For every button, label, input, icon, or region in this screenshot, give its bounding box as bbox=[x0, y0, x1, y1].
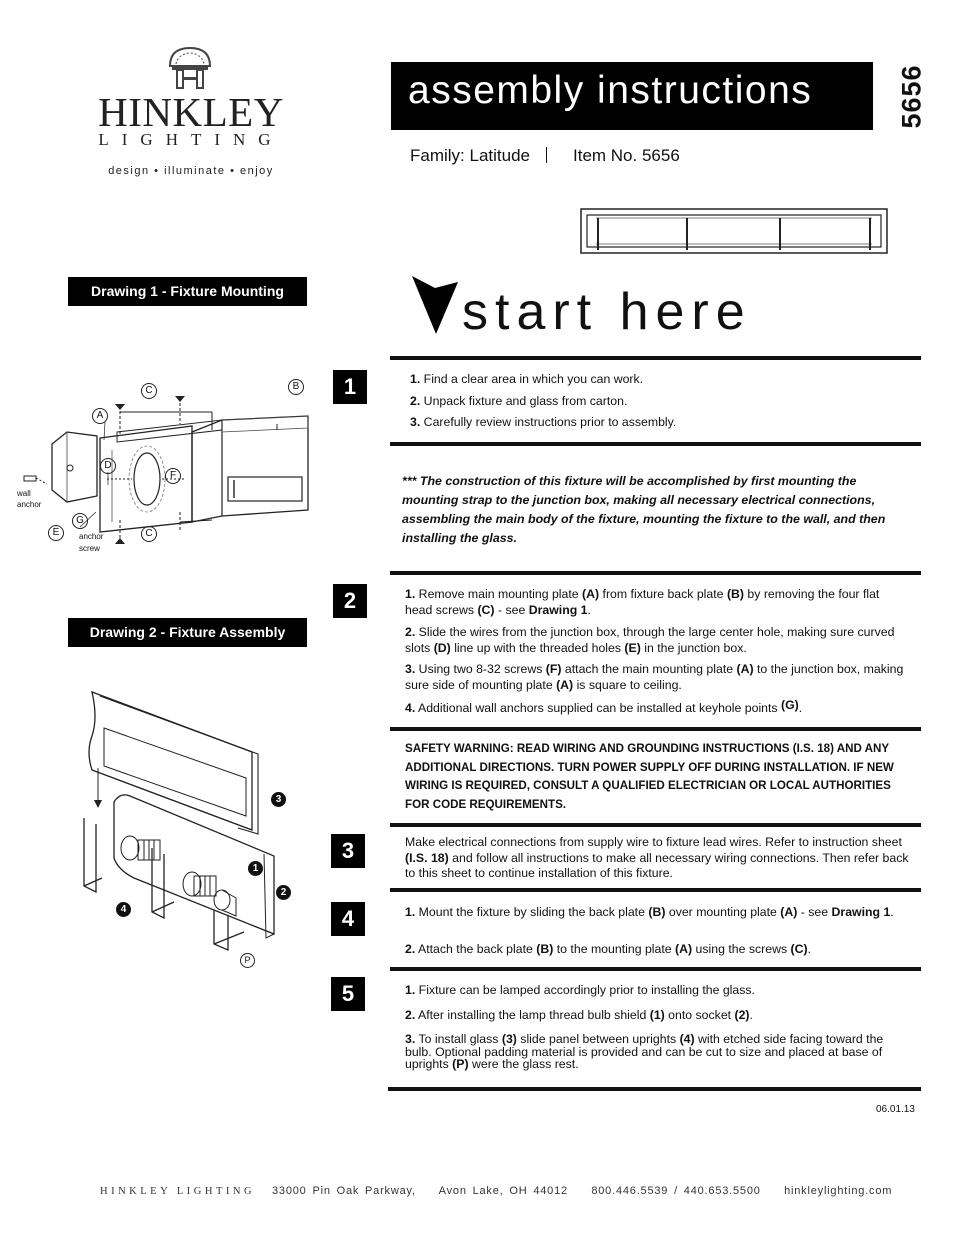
drawing-2-title: Drawing 2 - Fixture Assembly bbox=[68, 618, 307, 647]
step-2-number: 2 bbox=[333, 584, 367, 618]
fixture-thumbnail bbox=[580, 208, 890, 256]
callout-2: 2 bbox=[276, 885, 291, 900]
callout-c-top: C bbox=[141, 383, 157, 399]
divider bbox=[390, 356, 921, 360]
divider bbox=[390, 888, 921, 892]
start-arrow-icon bbox=[412, 276, 458, 334]
label-anchor-screw-2: screw bbox=[79, 544, 100, 553]
divider bbox=[388, 1087, 921, 1091]
drawing-1-title: Drawing 1 - Fixture Mounting bbox=[68, 277, 307, 306]
step-3-text: Make electrical connections from supply wire to fixture lead wires. Refer to instruction sheet (I.S. 18) and follow all instructions to make all necessary wiring connections. Then refer back to this sheet to continue installation of this fixture. bbox=[405, 835, 909, 880]
divider bbox=[390, 823, 921, 827]
label-anchor: anchor bbox=[17, 500, 42, 509]
step-5-item-3: 3. To install glass (3) slide panel between uprights (4) with etched side facing toward the bulb. Optional padding material is provided and can be cut to size and placed at base of uprights (P) were the glass rest. bbox=[405, 1032, 884, 1072]
step-4-item-1: 1. Mount the fixture by sliding the back plate (B) over mounting plate (A) - see Drawing 1. bbox=[405, 905, 894, 919]
callout-a: A bbox=[92, 408, 108, 424]
step-1-number: 1 bbox=[333, 370, 367, 404]
divider bbox=[390, 967, 921, 971]
step-4-number: 4 bbox=[331, 902, 365, 936]
page-title: assembly instructions bbox=[391, 62, 873, 130]
label-anchor-screw-1: anchor bbox=[79, 532, 104, 541]
callout-1: 1 bbox=[248, 861, 263, 876]
hinkley-logo-mark bbox=[160, 44, 220, 90]
revision-date: 06.01.13 bbox=[876, 1104, 915, 1115]
item-number: Item No. 5656 bbox=[573, 146, 680, 165]
brand-name: HINKLEY bbox=[98, 89, 284, 135]
drawing-2-illustration bbox=[78, 688, 300, 970]
safety-warning: SAFETY WARNING: READ WIRING AND GROUNDING INSTRUCTIONS (I.S. 18) AND ANY ADDITIONAL DIRECTIONS. TURN POWER SUPPLY OFF DURING INSTALLATION. IF NEW WIRING IS REQUIRED, CONSULT A QUALIFIED ELECTRICIAN OR LOCAL AUTHORITIES FOR CODE REQUIREMENTS. bbox=[405, 742, 894, 811]
start-here-heading: start here bbox=[462, 283, 752, 341]
divider bbox=[390, 727, 921, 731]
step-4-item-2: 2. Attach the back plate (B) to the mounting plate (A) using the screws (C). bbox=[405, 942, 812, 956]
callout-g: G bbox=[72, 513, 88, 529]
footer-contact: 33000 Pin Oak Parkway, Avon Lake, OH 44012 800.446.5539 / 440.653.5500 hinkleylighting.com bbox=[272, 1185, 893, 1197]
step-2-item-2: 2. Slide the wires from the junction box, through the large center hole, making sure curved slots (D) line up with the threaded holes (E) in the junction box. bbox=[405, 625, 895, 655]
callout-d: D bbox=[100, 458, 116, 474]
divider bbox=[390, 571, 921, 575]
construction-notice: *** The construction of this fixture will be accomplished by first mounting the mounting strap to the junction box, making all necessary electrical connections, assembling the main body of the fixture, mounting the fixture to the wall, and then installing the glass. bbox=[402, 474, 886, 545]
step-1-item-1: 1. Find a clear area in which you can work. bbox=[410, 372, 644, 386]
footer-brand: HINKLEY LIGHTING bbox=[100, 1186, 256, 1197]
step-2-item-1: 1. Remove main mounting plate (A) from fixture back plate (B) by removing the four flat head screws (C) - see Drawing 1. bbox=[405, 587, 880, 617]
step-5-item-2: 2. After installing the lamp thread bulb shield (1) onto socket (2). bbox=[405, 1008, 753, 1022]
callout-c-bottom: C bbox=[141, 526, 157, 542]
brand-tagline: design • illuminate • enjoy bbox=[108, 165, 274, 177]
divider bbox=[390, 442, 921, 446]
step-1-item-2: 2. Unpack fixture and glass from carton. bbox=[410, 394, 628, 408]
callout-b: B bbox=[288, 379, 304, 395]
family-label: Family: Latitude bbox=[410, 146, 530, 165]
label-wall: wall bbox=[17, 489, 31, 498]
callout-3: 3 bbox=[271, 792, 286, 807]
step-1-item-3: 3. Carefully review instructions prior to assembly. bbox=[410, 415, 677, 429]
step-5-item-1: 1. Fixture can be lamped accordingly prior to installing the glass. bbox=[405, 983, 755, 997]
model-number: 5656 bbox=[896, 63, 927, 129]
callout-p: P bbox=[240, 953, 255, 968]
step-2-item-4: 4. Additional wall anchors supplied can be installed at keyhole points (G). bbox=[405, 698, 803, 715]
callout-f: F bbox=[165, 468, 181, 484]
brand-sub: LIGHTING bbox=[98, 130, 284, 149]
step-2-item-3: 3. Using two 8-32 screws (F) attach the main mounting plate (A) to the junction box, making sure side of mounting plate (A) is square to ceiling. bbox=[405, 662, 904, 692]
family-item-line bbox=[410, 146, 680, 166]
step-3-number: 3 bbox=[331, 834, 365, 868]
step-5-number: 5 bbox=[331, 977, 365, 1011]
callout-4: 4 bbox=[116, 902, 131, 917]
callout-e: E bbox=[48, 525, 64, 541]
